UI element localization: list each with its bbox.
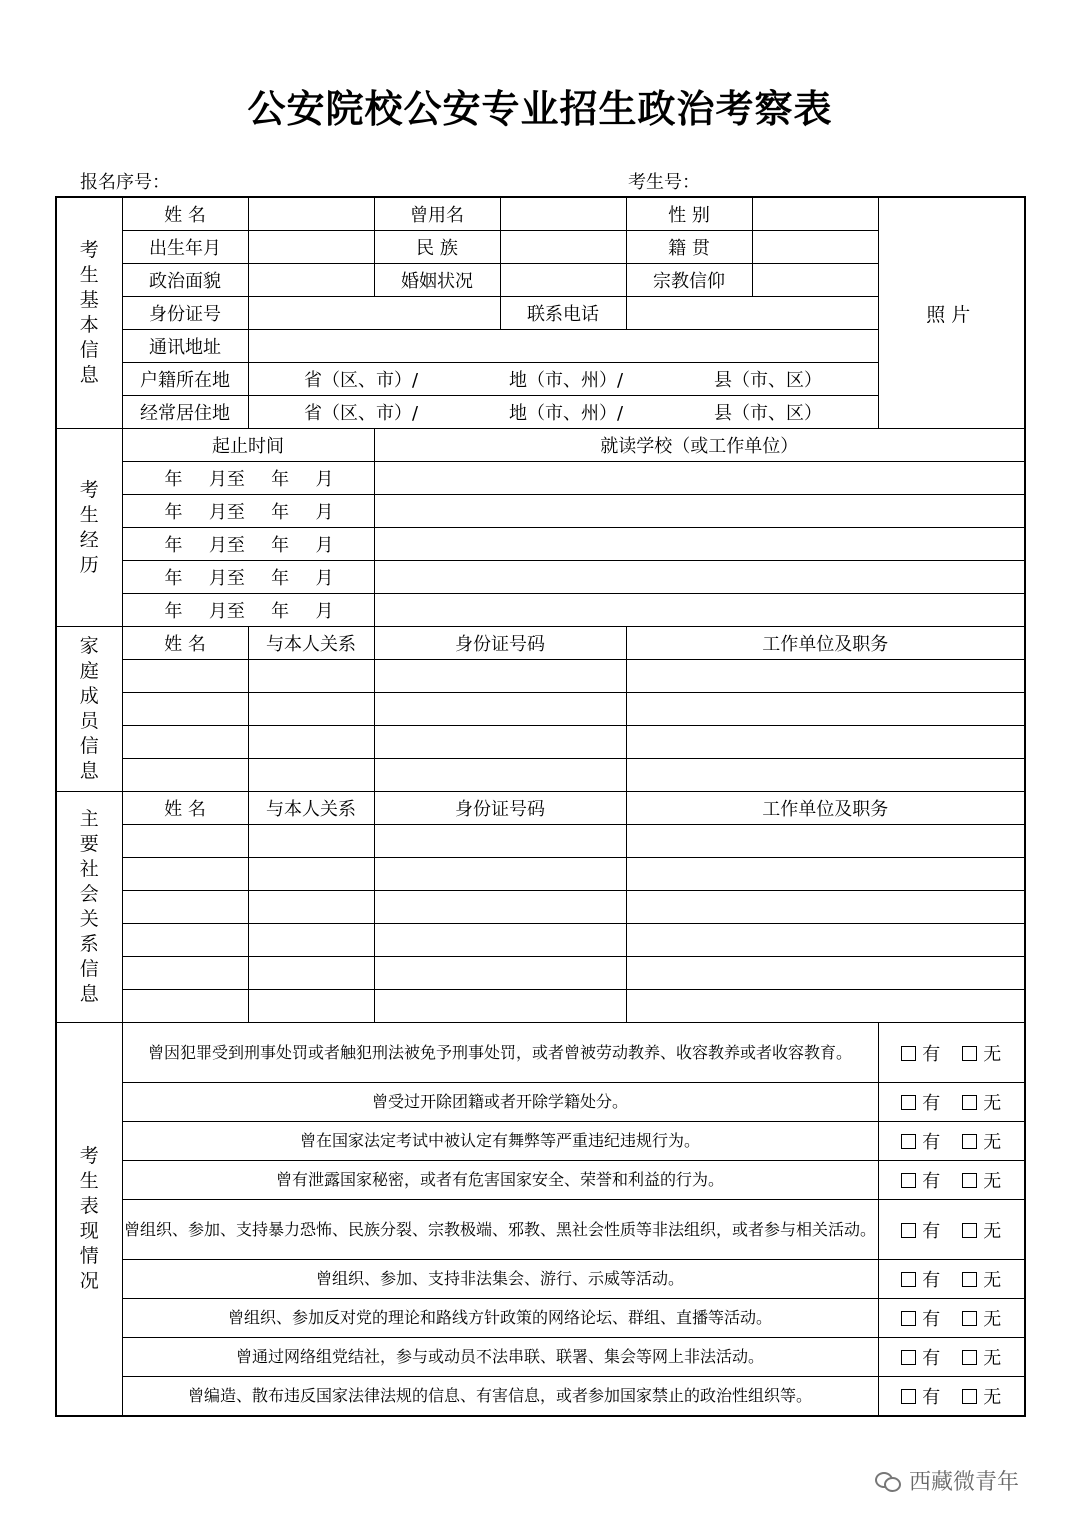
checkbox-icon[interactable] (901, 1046, 916, 1061)
family-id-cell[interactable] (374, 660, 626, 693)
checkbox-icon[interactable] (962, 1173, 977, 1188)
checkbox-icon[interactable] (901, 1134, 916, 1149)
label-gender: 性 别 (626, 197, 752, 231)
section-family: 家庭成员信息 (56, 627, 122, 792)
social-work-cell[interactable] (626, 957, 1025, 990)
input-residence[interactable] (248, 396, 878, 429)
label-marital-status: 婚姻状况 (374, 264, 500, 297)
label-former-name: 曾用名 (374, 197, 500, 231)
checkbox-icon[interactable] (901, 1350, 916, 1365)
section-experience: 考生经历 (56, 429, 122, 627)
header-social-work: 工作单位及职务 (626, 792, 1025, 825)
social-name-cell[interactable] (122, 858, 248, 891)
section-conduct: 考生表现情况 (56, 1023, 122, 1417)
social-id-cell[interactable] (374, 990, 626, 1023)
watermark-text: 西藏微青年 (909, 1470, 1020, 1495)
conduct-answer[interactable]: 有 无 (878, 1023, 1025, 1083)
header-family-id: 身份证号码 (374, 627, 626, 660)
family-relation-cell[interactable] (248, 726, 374, 759)
conduct-answer[interactable]: 有 无 (878, 1200, 1025, 1260)
conduct-question: 曾通过网络组党结社，参与或动员不法串联、联署、集会等网上非法活动。 (122, 1338, 878, 1377)
label-political-status: 政治面貌 (122, 264, 248, 297)
social-work-cell[interactable] (626, 891, 1025, 924)
family-work-cell[interactable] (626, 660, 1025, 693)
conduct-answer[interactable]: 有 无 (878, 1161, 1025, 1200)
social-relation-cell[interactable] (248, 957, 374, 990)
conduct-answer[interactable]: 有 无 (878, 1260, 1025, 1299)
social-id-cell[interactable] (374, 858, 626, 891)
checkbox-icon[interactable] (962, 1272, 977, 1287)
family-id-cell[interactable] (374, 693, 626, 726)
family-relation-cell[interactable] (248, 759, 374, 792)
social-relation-cell[interactable] (248, 891, 374, 924)
input-political-status[interactable] (248, 264, 374, 297)
checkbox-icon[interactable] (962, 1095, 977, 1110)
conduct-question: 曾编造、散布违反国家法律法规的信息、有害信息，或者参加国家禁止的政治性组织等。 (122, 1377, 878, 1417)
input-name[interactable] (248, 197, 374, 231)
input-address[interactable] (248, 330, 878, 363)
family-work-cell[interactable] (626, 693, 1025, 726)
section-basic-info: 考生基本信息 (56, 197, 122, 429)
social-name-cell[interactable] (122, 825, 248, 858)
family-name-cell[interactable] (122, 693, 248, 726)
conduct-answer[interactable]: 有 无 (878, 1377, 1025, 1417)
input-native-place[interactable] (752, 231, 878, 264)
checkbox-icon[interactable] (901, 1389, 916, 1404)
checkbox-icon[interactable] (962, 1134, 977, 1149)
header-period: 起止时间 (122, 429, 374, 462)
conduct-question: 曾组织、参加、支持暴力恐怖、民族分裂、宗教极端、邪教、黑社会性质等非法组织，或者参与相关活动。 (122, 1200, 878, 1260)
photo-box[interactable]: 照片 (878, 197, 1025, 429)
header-social-relation: 与本人关系 (248, 792, 374, 825)
input-id-number[interactable] (248, 297, 500, 330)
checkbox-icon[interactable] (901, 1223, 916, 1238)
conduct-question: 曾在国家法定考试中被认定有舞弊等严重违纪违规行为。 (122, 1122, 878, 1161)
checkbox-icon[interactable] (962, 1311, 977, 1326)
political-review-form (55, 196, 1026, 1417)
addr-city: 地（市、州）/ (508, 403, 624, 424)
conduct-answer[interactable]: 有 无 (878, 1083, 1025, 1122)
conduct-question: 曾组织、参加反对党的理论和路线方针政策的网络论坛、群组、直播等活动。 (122, 1299, 878, 1338)
social-name-cell[interactable] (122, 924, 248, 957)
checkbox-icon[interactable] (962, 1389, 977, 1404)
label-birth: 出生年月 (122, 231, 248, 264)
input-marital-status[interactable] (500, 264, 626, 297)
checkbox-icon[interactable] (901, 1311, 916, 1326)
family-id-cell[interactable] (374, 759, 626, 792)
addr-city: 地（市、州）/ (508, 370, 624, 391)
section-social: 主要社会关系信息 (56, 792, 122, 1023)
family-name-cell[interactable] (122, 759, 248, 792)
label-religion: 宗教信仰 (626, 264, 752, 297)
social-relation-cell[interactable] (248, 990, 374, 1023)
family-name-cell[interactable] (122, 660, 248, 693)
checkbox-icon[interactable] (901, 1272, 916, 1287)
label-ethnicity: 民 族 (374, 231, 500, 264)
experience-period[interactable]: 年 月至 年 月 (122, 495, 374, 528)
checkbox-icon[interactable] (962, 1046, 977, 1061)
social-id-cell[interactable] (374, 825, 626, 858)
social-id-cell[interactable] (374, 957, 626, 990)
social-relation-cell[interactable] (248, 858, 374, 891)
experience-period[interactable]: 年 月至 年 月 (122, 594, 374, 627)
family-id-cell[interactable] (374, 726, 626, 759)
checkbox-icon[interactable] (962, 1223, 977, 1238)
registration-number-label: 报名序号： (80, 172, 170, 193)
family-relation-cell[interactable] (248, 660, 374, 693)
input-phone[interactable] (626, 297, 878, 330)
label-phone: 联系电话 (500, 297, 626, 330)
experience-period[interactable]: 年 月至 年 月 (122, 462, 374, 495)
family-work-cell[interactable] (626, 726, 1025, 759)
conduct-answer[interactable]: 有 无 (878, 1299, 1025, 1338)
social-relation-cell[interactable] (248, 924, 374, 957)
experience-period[interactable]: 年 月至 年 月 (122, 561, 374, 594)
conduct-answer[interactable]: 有 无 (878, 1122, 1025, 1161)
label-native-place: 籍 贯 (626, 231, 752, 264)
header-family-work: 工作单位及职务 (626, 627, 1025, 660)
input-religion[interactable] (752, 264, 878, 297)
social-work-cell[interactable] (626, 924, 1025, 957)
addr-province: 省（区、市）/ (303, 370, 419, 391)
conduct-question: 曾组织、参加、支持非法集会、游行、示威等活动。 (122, 1260, 878, 1299)
label-name: 姓 名 (122, 197, 248, 231)
social-work-cell[interactable] (626, 858, 1025, 891)
label-address: 通讯地址 (122, 330, 248, 363)
social-id-cell[interactable] (374, 924, 626, 957)
addr-county: 县（市、区） (714, 403, 822, 424)
conduct-question: 曾受过开除团籍或者开除学籍处分。 (122, 1083, 878, 1122)
input-former-name[interactable] (500, 197, 626, 231)
input-ethnicity[interactable] (500, 231, 626, 264)
header-social-id: 身份证号码 (374, 792, 626, 825)
header-school: 就读学校（或工作单位） (374, 429, 1025, 462)
experience-period[interactable]: 年 月至 年 月 (122, 528, 374, 561)
experience-school[interactable] (374, 495, 1025, 528)
experience-school[interactable] (374, 462, 1025, 495)
family-relation-cell[interactable] (248, 693, 374, 726)
conduct-question: 曾有泄露国家秘密，或者有危害国家安全、荣誉和利益的行为。 (122, 1161, 878, 1200)
experience-school[interactable] (374, 561, 1025, 594)
input-gender[interactable] (752, 197, 878, 231)
experience-school[interactable] (374, 594, 1025, 627)
checkbox-icon[interactable] (901, 1173, 916, 1188)
addr-county: 县（市、区） (714, 370, 822, 391)
label-hukou: 户籍所在地 (122, 363, 248, 396)
wechat-icon (875, 1470, 901, 1492)
social-work-cell[interactable] (626, 990, 1025, 1023)
input-birth[interactable] (248, 231, 374, 264)
social-name-cell[interactable] (122, 891, 248, 924)
family-work-cell[interactable] (626, 759, 1025, 792)
social-relation-cell[interactable] (248, 825, 374, 858)
input-hukou[interactable] (248, 363, 878, 396)
social-work-cell[interactable] (626, 825, 1025, 858)
label-residence: 经常居住地 (122, 396, 248, 429)
addr-province: 省（区、市）/ (303, 403, 419, 424)
header-family-name: 姓 名 (122, 627, 248, 660)
watermark (875, 1465, 1019, 1496)
family-name-cell[interactable] (122, 726, 248, 759)
conduct-answer[interactable]: 有 无 (878, 1338, 1025, 1377)
conduct-question: 曾因犯罪受到刑事处罚或者触犯刑法被免予刑事处罚，或者曾被劳动教养、收容教养或者收容教育。 (122, 1023, 878, 1083)
social-id-cell[interactable] (374, 891, 626, 924)
header-social-name: 姓 名 (122, 792, 248, 825)
checkbox-icon[interactable] (962, 1350, 977, 1365)
exam-number-label: 考生号： (628, 172, 700, 193)
experience-school[interactable] (374, 528, 1025, 561)
social-name-cell[interactable] (122, 957, 248, 990)
label-id-number: 身份证号 (122, 297, 248, 330)
header-family-relation: 与本人关系 (248, 627, 374, 660)
social-name-cell[interactable] (122, 990, 248, 1023)
page-title: 公安院校公安专业招生政治考察表 (247, 86, 833, 131)
checkbox-icon[interactable] (901, 1095, 916, 1110)
